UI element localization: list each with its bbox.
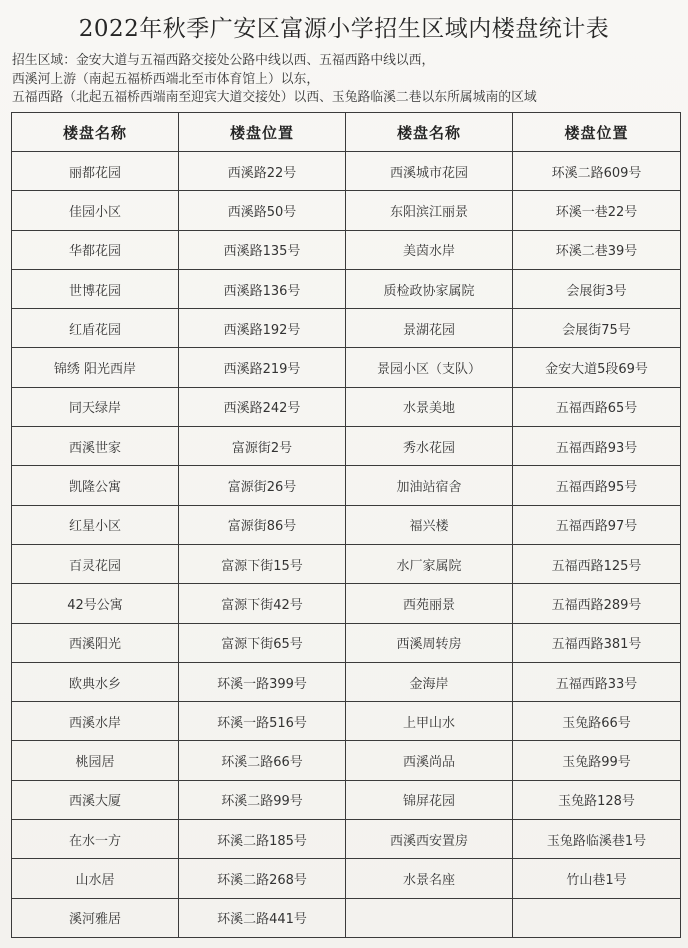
table-row — [12, 191, 681, 230]
estate-name-cell: 凯隆公寓 — [12, 466, 179, 505]
estate-location-cell: 环溪二路99号 — [179, 780, 346, 819]
table-row — [12, 544, 681, 583]
estate-name-cell: 景园小区（支队） — [346, 348, 513, 387]
estate-location-cell: 富源下街15号 — [179, 544, 346, 583]
estate-location-cell — [513, 898, 681, 937]
estate-name-cell: 西溪尚品 — [346, 741, 513, 780]
table-row — [12, 702, 681, 741]
estate-name-cell: 42号公寓 — [12, 584, 179, 623]
estate-name-cell: 欧典水乡 — [12, 662, 179, 701]
estate-location-cell: 环溪二路66号 — [179, 741, 346, 780]
estate-name-cell: 水景名座 — [346, 859, 513, 898]
table-row — [12, 859, 681, 898]
estate-name-cell: 水厂家属院 — [346, 544, 513, 583]
column-header-estate-name: 楼盘名称 — [346, 113, 513, 152]
estate-location-cell: 富源下街42号 — [179, 584, 346, 623]
table-row — [12, 505, 681, 544]
table-row — [12, 898, 681, 937]
estate-location-cell: 环溪二路441号 — [179, 898, 346, 937]
estate-location-cell: 西溪路135号 — [179, 230, 346, 269]
estate-location-cell: 竹山巷1号 — [513, 859, 681, 898]
column-header-estate-name: 楼盘名称 — [12, 113, 179, 152]
estate-name-cell: 西溪城市花园 — [346, 152, 513, 191]
table-row — [12, 152, 681, 191]
estate-name-cell: 上甲山水 — [346, 702, 513, 741]
enrollment-zone-description — [12, 52, 682, 108]
table-row — [12, 427, 681, 466]
table-row — [12, 741, 681, 780]
estate-name-cell: 西溪阳光 — [12, 623, 179, 662]
estate-location-cell: 五福西路93号 — [513, 427, 681, 466]
estate-name-cell: 桃园居 — [12, 741, 179, 780]
estate-name-cell: 丽都花园 — [12, 152, 179, 191]
table-header-row — [12, 113, 681, 152]
estate-name-cell: 西溪世家 — [12, 427, 179, 466]
estate-location-cell: 五福西路65号 — [513, 387, 681, 426]
table-row — [12, 387, 681, 426]
estate-name-cell: 百灵花园 — [12, 544, 179, 583]
estate-name-cell: 佳园小区 — [12, 191, 179, 230]
estate-name-cell: 红星小区 — [12, 505, 179, 544]
table-row — [12, 662, 681, 701]
estate-location-cell: 西溪路50号 — [179, 191, 346, 230]
table-body — [12, 152, 681, 938]
estate-location-cell: 环溪一路399号 — [179, 662, 346, 701]
zone-line: 五福西路（北起五福桥西端南至迎宾大道交接处）以西、玉兔路临溪二巷以东所属城南的区域 — [12, 90, 537, 105]
estate-location-cell: 富源街2号 — [179, 427, 346, 466]
document-title: 2022年秋季广安区富源小学招生区域内楼盘统计表 — [78, 16, 610, 42]
column-header-estate-location: 楼盘位置 — [179, 113, 346, 152]
estate-location-cell: 环溪二巷39号 — [513, 230, 681, 269]
estate-location-cell: 五福西路95号 — [513, 466, 681, 505]
estate-location-cell: 五福西路381号 — [513, 623, 681, 662]
estate-location-cell: 西溪路192号 — [179, 309, 346, 348]
estate-location-cell: 环溪二路185号 — [179, 820, 346, 859]
estate-name-cell: 秀水花园 — [346, 427, 513, 466]
estate-name-cell: 景湖花园 — [346, 309, 513, 348]
estate-name-cell: 在水一方 — [12, 820, 179, 859]
table-row — [12, 623, 681, 662]
estate-name-cell: 西苑丽景 — [346, 584, 513, 623]
estate-location-cell: 西溪路242号 — [179, 387, 346, 426]
estate-location-cell: 环溪一巷22号 — [513, 191, 681, 230]
estate-location-cell: 玉兔路临溪巷1号 — [513, 820, 681, 859]
estate-name-cell — [346, 898, 513, 937]
estate-location-cell: 西溪路219号 — [179, 348, 346, 387]
estate-location-cell: 西溪路22号 — [179, 152, 346, 191]
table-row — [12, 584, 681, 623]
estate-location-cell: 环溪二路609号 — [513, 152, 681, 191]
estate-name-cell: 美茵水岸 — [346, 230, 513, 269]
estate-location-cell: 会展街3号 — [513, 269, 681, 308]
estate-name-cell: 红盾花园 — [12, 309, 179, 348]
estate-location-cell: 玉兔路128号 — [513, 780, 681, 819]
estate-location-cell: 金安大道5段69号 — [513, 348, 681, 387]
estate-name-cell: 质检政协家属院 — [346, 269, 513, 308]
estate-location-cell: 富源街86号 — [179, 505, 346, 544]
table-row — [12, 230, 681, 269]
table-row — [12, 780, 681, 819]
estate-location-cell: 五福西路289号 — [513, 584, 681, 623]
estate-location-cell: 五福西路125号 — [513, 544, 681, 583]
zone-line: 招生区域：金安大道与五福西路交接处公路中线以西、五福西路中线以西， — [12, 53, 435, 68]
table-row — [12, 820, 681, 859]
estate-name-cell: 世博花园 — [12, 269, 179, 308]
table-row — [12, 309, 681, 348]
estate-name-cell: 加油站宿舍 — [346, 466, 513, 505]
estate-name-cell: 锦绣 阳光西岸 — [12, 348, 179, 387]
estate-location-cell: 富源下街65号 — [179, 623, 346, 662]
column-header-estate-location: 楼盘位置 — [513, 113, 681, 152]
estate-location-cell: 环溪一路516号 — [179, 702, 346, 741]
estate-location-cell: 玉兔路66号 — [513, 702, 681, 741]
estate-name-cell: 福兴楼 — [346, 505, 513, 544]
estate-name-cell: 金海岸 — [346, 662, 513, 701]
estate-name-cell: 华都花园 — [12, 230, 179, 269]
estate-location-cell: 会展街75号 — [513, 309, 681, 348]
estate-location-cell: 富源街26号 — [179, 466, 346, 505]
estate-name-cell: 西溪大厦 — [12, 780, 179, 819]
estate-name-cell: 水景美地 — [346, 387, 513, 426]
estate-location-cell: 五福西路97号 — [513, 505, 681, 544]
housing-table — [11, 112, 681, 938]
estate-name-cell: 西溪周转房 — [346, 623, 513, 662]
estate-location-cell: 环溪二路268号 — [179, 859, 346, 898]
estate-name-cell: 山水居 — [12, 859, 179, 898]
estate-name-cell: 锦屏花园 — [346, 780, 513, 819]
zone-line: 西溪河上游（南起五福桥西端北至市体育馆上）以东， — [12, 71, 320, 87]
estate-name-cell: 同天绿岸 — [12, 387, 179, 426]
estate-location-cell: 玉兔路99号 — [513, 741, 681, 780]
table-row — [12, 466, 681, 505]
estate-name-cell: 东阳滨江丽景 — [346, 191, 513, 230]
table-row — [12, 348, 681, 387]
estate-name-cell: 西溪水岸 — [12, 702, 179, 741]
estate-name-cell: 溪河雅居 — [12, 898, 179, 937]
estate-location-cell: 西溪路136号 — [179, 269, 346, 308]
estate-name-cell: 西溪西安置房 — [346, 820, 513, 859]
table-row — [12, 269, 681, 308]
estate-location-cell: 五福西路33号 — [513, 662, 681, 701]
